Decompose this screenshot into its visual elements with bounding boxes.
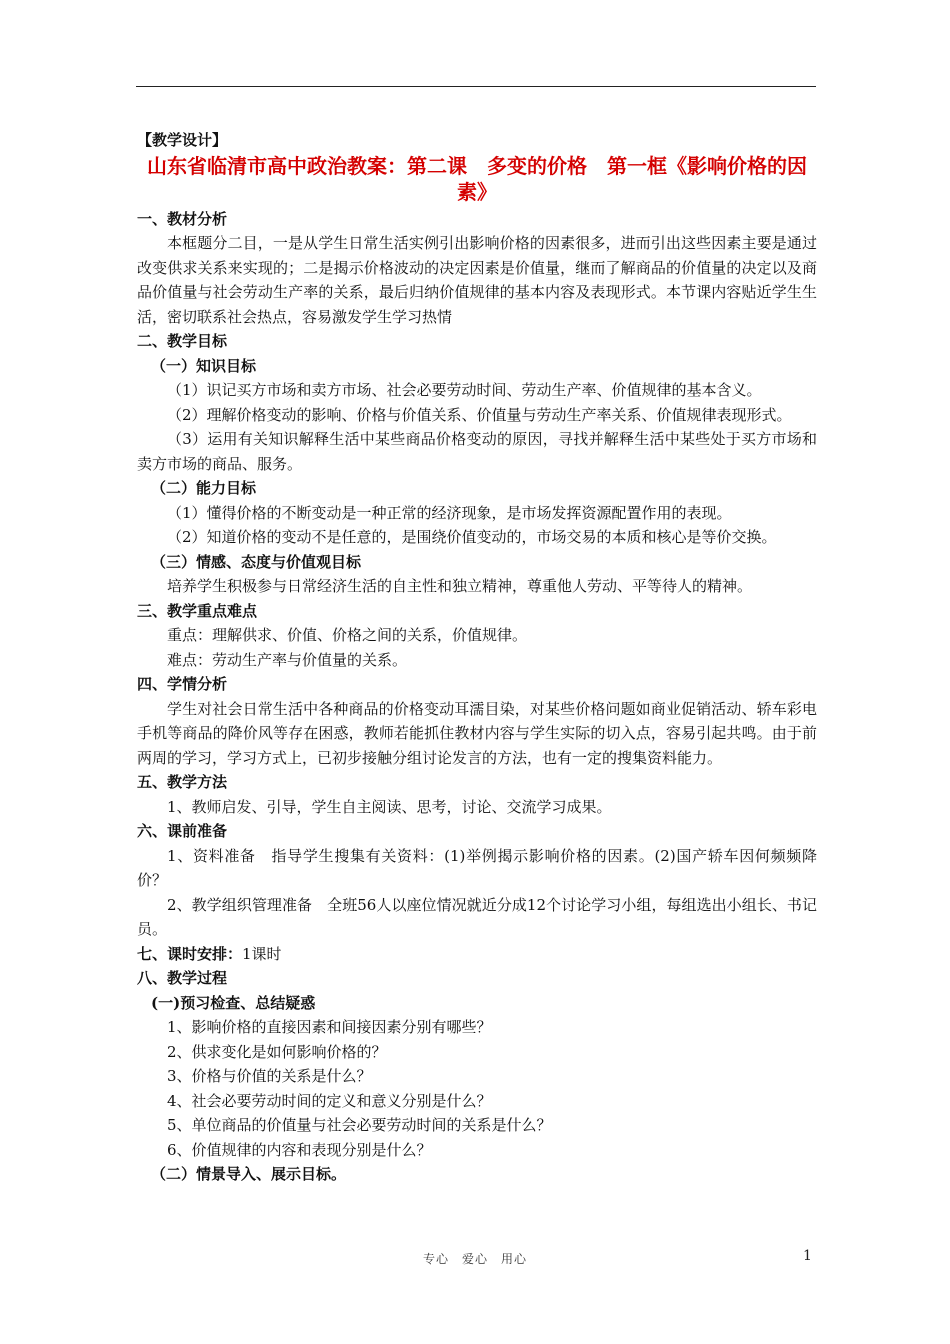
subheading-knowledge: （一）知识目标 [151,356,257,375]
knowledge-goal-3: （3）运用有关知识解释生活中某些商品价格变动的原因，寻找并解释生活中某些处于买方市场和卖方市场的商品、服务。 [137,430,817,473]
ability-goal-1: （1）懂得价格的不断变动是一种正常的经济现象，是市场发挥资源配置作用的表现。 [167,503,732,522]
subheading-intro: （二）情景导入、展示目标。 [151,1165,347,1183]
section-heading-4: 四、学情分析 [137,675,228,693]
section-heading-7: 七、课时安排： [137,944,243,963]
subheading-emotion: （三）情感、态度与价值观目标 [151,552,362,571]
question-2: 2、供求变化是如何影响价格的？ [167,1042,387,1061]
section-heading-2: 二、教学目标 [137,332,228,350]
emotion-goal-1: 培养学生积极参与日常经济生活的自主性和独立精神，尊重他人劳动、平等待人的精神。 [167,577,753,595]
prep-item-2: 2、教学组织管理准备 全班56人以座位情况就近分成12个讨论学习小组，每组选出小组长、书记员。 [137,895,817,938]
key-point: 重点：理解供求、价值、价格之间的关系，价值规律。 [167,626,528,644]
header-rule [136,86,816,87]
page-number: 1 [803,1248,812,1264]
question-4: 4、社会必要劳动时间的定义和意义分别是什么？ [167,1091,492,1110]
prep-item-1: 1、资料准备 指导学生搜集有关资料：(1)举例揭示影响价格的因素。(2)国产轿车因何频频降价？ [137,846,817,889]
section-heading-3: 三、教学重点难点 [137,601,258,620]
document-title: 山东省临清市高中政治教案：第二课 多变的价格 第一框《影响价格的因素》 [147,153,807,204]
section-heading-8: 八、教学过程 [137,969,228,987]
section-heading-6: 六、课前准备 [137,822,228,840]
section-4-paragraph: 学生对社会日常生活中各种商品的价格变动耳濡目染，对某些价格问题如商业促销活动、轿车彩电手机等商品的降价风等存在困惑，教师若能抓住教材内容与学生实际的切入点，容易引起共鸣。由于前两周的学习，学习方式上，已初步接触分组讨论发言的方法，也有一定的搜集资料能力。 [137,699,817,767]
subheading-preview: (一)预习检查、总结疑惑 [151,993,316,1012]
section-heading-1: 一、教材分析 [137,209,228,228]
section-heading-5: 五、教学方法 [137,773,228,791]
difficult-point: 难点：劳动生产率与价值量的关系。 [167,650,408,669]
question-1: 1、影响价格的直接因素和间接因素分别有哪些？ [167,1018,492,1036]
document-body [137,128,817,1187]
question-3: 3、价格与价值的关系是什么？ [167,1067,372,1085]
class-hours-value: 1课时 [242,944,282,963]
question-5: 5、单位商品的价值量与社会必要劳动时间的关系是什么？ [167,1116,552,1134]
section-7-line [137,942,817,967]
section-1-paragraph: 本框题分二目，一是从学生日常生活实例引出影响价格的因素很多，进而引出这些因素主要是通过改变供求关系来实现的；二是揭示价格波动的决定因素是价值量，继而了解商品的价值量的决定以及商品价值量与社会劳动生产率的关系，最后归纳价值规律的基本内容及表现形式。本节课内容贴近学生生活，密切联系社会热点，容易激发学生学习热情 [137,234,817,326]
subheading-ability: （二）能力目标 [151,479,257,497]
question-6: 6、价值规律的内容和表现分别是什么？ [167,1140,432,1159]
page-footer: 专心 爱心 用心 [422,1252,527,1266]
knowledge-goal-2: （2）理解价格变动的影响、价格与价值关系、价值量与劳动生产率关系、价值规律表现形式。 [167,405,792,424]
method-item-1: 1、教师启发、引导，学生自主阅读、思考，讨论、交流学习成果。 [167,797,612,816]
ability-goal-2: （2）知道价格的变动不是任意的，是围绕价值变动的，市场交易的本质和核心是等价交换。 [167,528,777,546]
design-tag: 【教学设计】 [137,131,228,149]
knowledge-goal-1: （1）识记买方市场和卖方市场、社会必要劳动时间、劳动生产率、价值规律的基本含义。 [167,381,762,399]
